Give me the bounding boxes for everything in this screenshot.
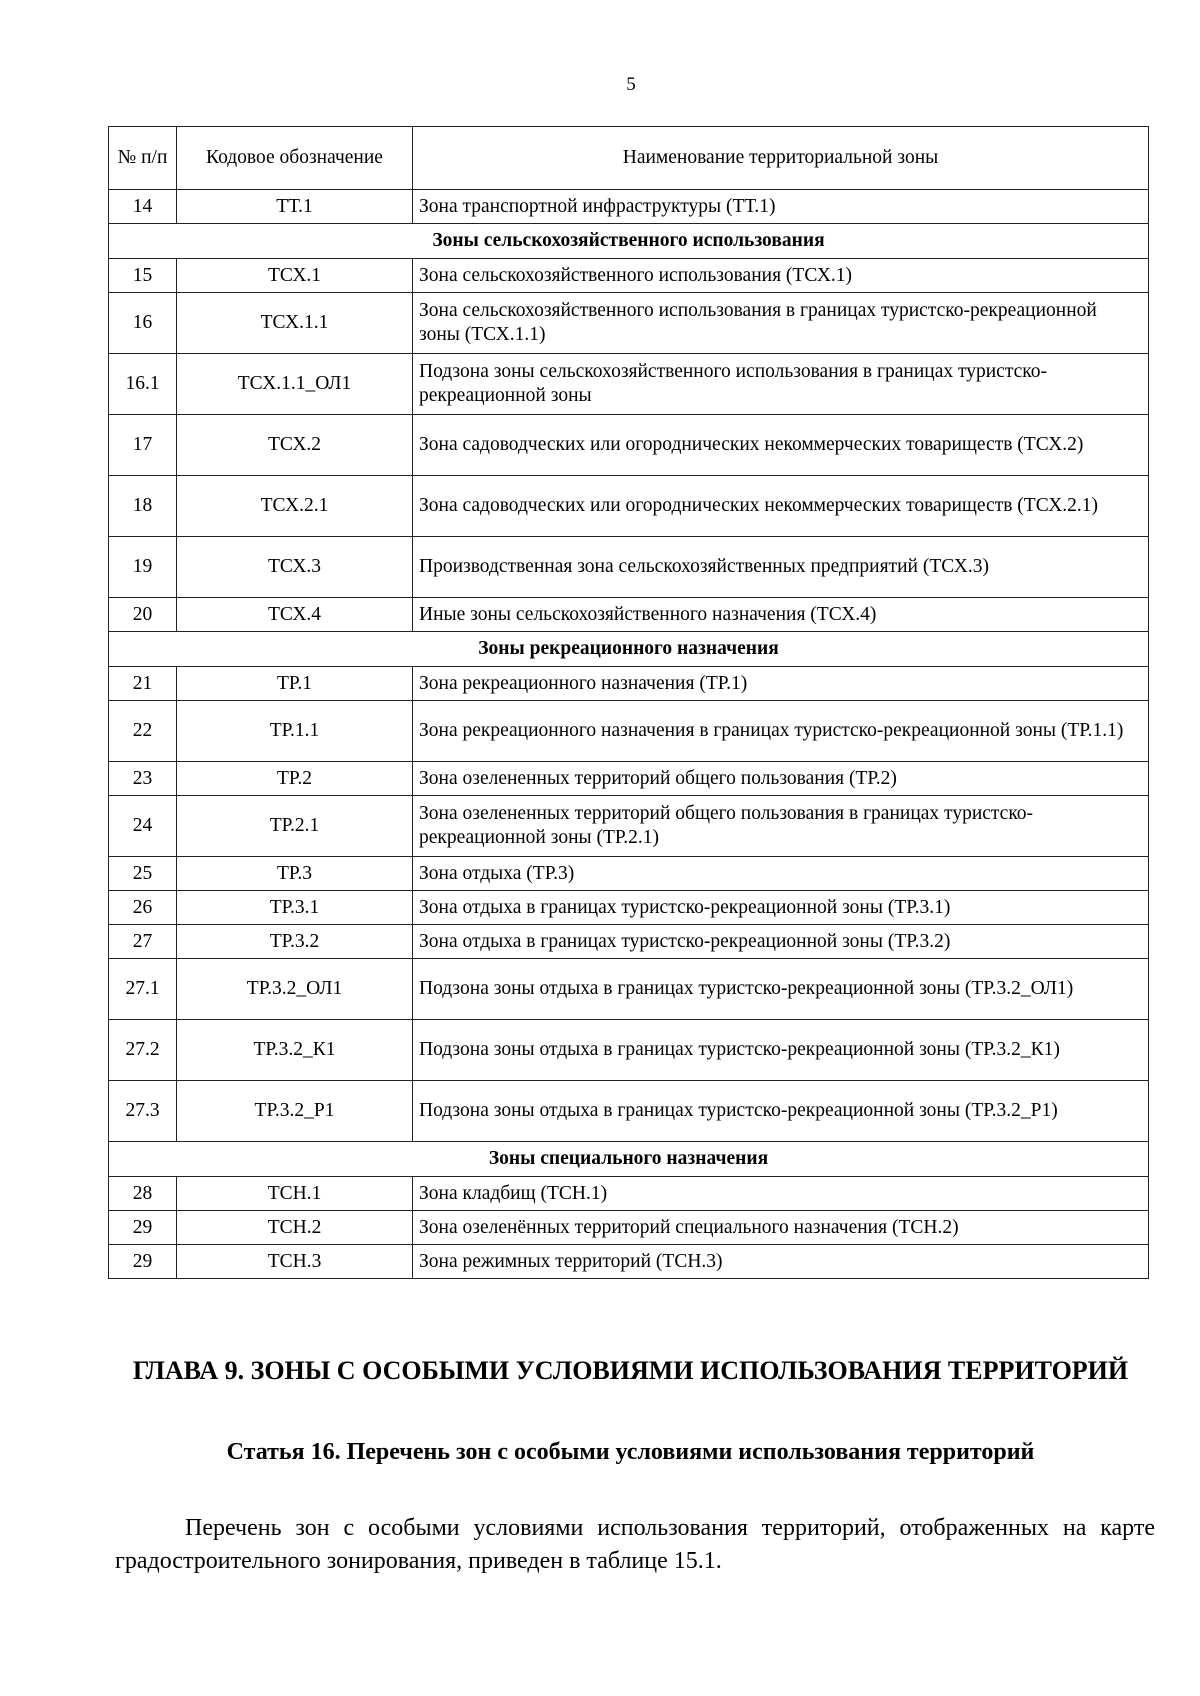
table-row [109,925,1149,959]
cell-num: 20 [109,598,177,632]
cell-code: ТСН.3 [177,1245,413,1279]
header-num: № п/п [109,127,177,190]
chapter-title: ГЛАВА 9. ЗОНЫ С ОСОБЫМИ УСЛОВИЯМИ ИСПОЛЬЗОВАНИЯ ТЕРРИТОРИЙ [132,1356,1129,1385]
cell-name: Зона сельскохозяйственного использования (ТСХ.1) [413,259,1149,293]
cell-code: ТТ.1 [177,190,413,224]
cell-code: ТСХ.4 [177,598,413,632]
table-section-row [109,632,1149,667]
table-row [109,415,1149,476]
cell-num: 19 [109,537,177,598]
table-row [109,1177,1149,1211]
cell-name: Зона режимных территорий (ТСН.3) [413,1245,1149,1279]
table-row [109,1020,1149,1081]
table-row [109,857,1149,891]
cell-code: ТР.3.2 [177,925,413,959]
header-code: Кодовое обозначение [177,127,413,190]
table-row [109,959,1149,1020]
cell-num: 29 [109,1211,177,1245]
cell-name: Подзона зоны отдыха в границах туристско-рекреационной зоны (ТР.3.2_ОЛ1) [413,959,1149,1020]
territorial-zones-table [108,126,1149,1279]
cell-num: 16 [109,293,177,354]
cell-code: ТР.2.1 [177,796,413,857]
table-row [109,259,1149,293]
cell-num: 25 [109,857,177,891]
cell-name: Подзона зоны отдыха в границах туристско-рекреационной зоны (ТР.3.2_К1) [413,1020,1149,1081]
cell-name: Зона отдыха (ТР.3) [413,857,1149,891]
cell-name: Подзона зоны отдыха в границах туристско-рекреационной зоны (ТР.3.2_Р1) [413,1081,1149,1142]
table-row [109,537,1149,598]
cell-num: 16.1 [109,354,177,415]
cell-num: 17 [109,415,177,476]
cell-num: 27.3 [109,1081,177,1142]
cell-name: Зона садоводческих или огороднических некоммерческих товариществ (ТСХ.2) [413,415,1149,476]
cell-name: Зона сельскохозяйственного использования в границах туристско-рекреационной зоны (ТСХ.1.1) [413,293,1149,354]
table-row [109,796,1149,857]
table-row [109,891,1149,925]
cell-num: 27 [109,925,177,959]
cell-name: Зона озеленённых территорий специального назначения (ТСН.2) [413,1211,1149,1245]
cell-name: Подзона зоны сельскохозяйственного использования в границах туристско-рекреационной зоны [413,354,1149,415]
cell-name: Иные зоны сельскохозяйственного назначения (ТСХ.4) [413,598,1149,632]
cell-name: Зона садоводческих или огороднических некоммерческих товариществ (ТСХ.2.1) [413,476,1149,537]
cell-name: Зона озелененных территорий общего пользования (ТР.2) [413,762,1149,796]
cell-code: ТСН.2 [177,1211,413,1245]
table-row [109,1211,1149,1245]
cell-name: Зона отдыха в границах туристско-рекреационной зоны (ТР.3.1) [413,891,1149,925]
cell-code: ТР.1.1 [177,701,413,762]
table-row [109,293,1149,354]
cell-num: 28 [109,1177,177,1211]
section-title: Зоны специального назначения [109,1142,1149,1177]
page-number: 5 [626,74,636,95]
cell-code: ТР.3.2_К1 [177,1020,413,1081]
cell-num: 27.2 [109,1020,177,1081]
table-row [109,667,1149,701]
table-row [109,1245,1149,1279]
cell-code: ТСХ.2.1 [177,476,413,537]
cell-num: 29 [109,1245,177,1279]
cell-code: ТР.3.1 [177,891,413,925]
cell-num: 18 [109,476,177,537]
cell-code: ТСХ.1.1_ОЛ1 [177,354,413,415]
cell-name: Зона кладбищ (ТСН.1) [413,1177,1149,1211]
cell-num: 15 [109,259,177,293]
table-row [109,190,1149,224]
table-row [109,476,1149,537]
table-row [109,701,1149,762]
cell-code: ТСН.1 [177,1177,413,1211]
table-row [109,762,1149,796]
section-title: Зоны сельскохозяйственного использования [109,224,1149,259]
cell-name: Зона транспортной инфраструктуры (ТТ.1) [413,190,1149,224]
table-row [109,1081,1149,1142]
cell-num: 21 [109,667,177,701]
cell-code: ТР.3.2_Р1 [177,1081,413,1142]
table-row [109,598,1149,632]
cell-code: ТР.2 [177,762,413,796]
header-name: Наименование территориальной зоны [413,127,1149,190]
cell-num: 27.1 [109,959,177,1020]
cell-num: 26 [109,891,177,925]
cell-num: 22 [109,701,177,762]
cell-code: ТР.3 [177,857,413,891]
article-title: Статья 16. Перечень зон с особыми условиями использования территорий [226,1439,1035,1465]
cell-code: ТР.3.2_ОЛ1 [177,959,413,1020]
cell-num: 14 [109,190,177,224]
table-body [109,190,1149,1279]
cell-code: ТСХ.3 [177,537,413,598]
cell-name: Зона озелененных территорий общего пользования в границах туристско-рекреационной зоны (ТР.2.1) [413,796,1149,857]
cell-name: Зона отдыха в границах туристско-рекреационной зоны (ТР.3.2) [413,925,1149,959]
cell-num: 24 [109,796,177,857]
cell-code: ТР.1 [177,667,413,701]
table-section-row [109,1142,1149,1177]
cell-code: ТСХ.2 [177,415,413,476]
cell-code: ТСХ.1 [177,259,413,293]
section-title: Зоны рекреационного назначения [109,632,1149,667]
table-section-row [109,224,1149,259]
cell-code: ТСХ.1.1 [177,293,413,354]
cell-name: Зона рекреационного назначения в границах туристско-рекреационной зоны (ТР.1.1) [413,701,1149,762]
table-header-row [109,127,1149,190]
table-row [109,354,1149,415]
cell-name: Производственная зона сельскохозяйственных предприятий (ТСХ.3) [413,537,1149,598]
cell-name: Зона рекреационного назначения (ТР.1) [413,667,1149,701]
cell-num: 23 [109,762,177,796]
article-body-text: Перечень зон с особыми условиями использования территорий, отображенных на карте градостроительного зонирования, приведен в таблице 15.1. [115,1515,1155,1575]
